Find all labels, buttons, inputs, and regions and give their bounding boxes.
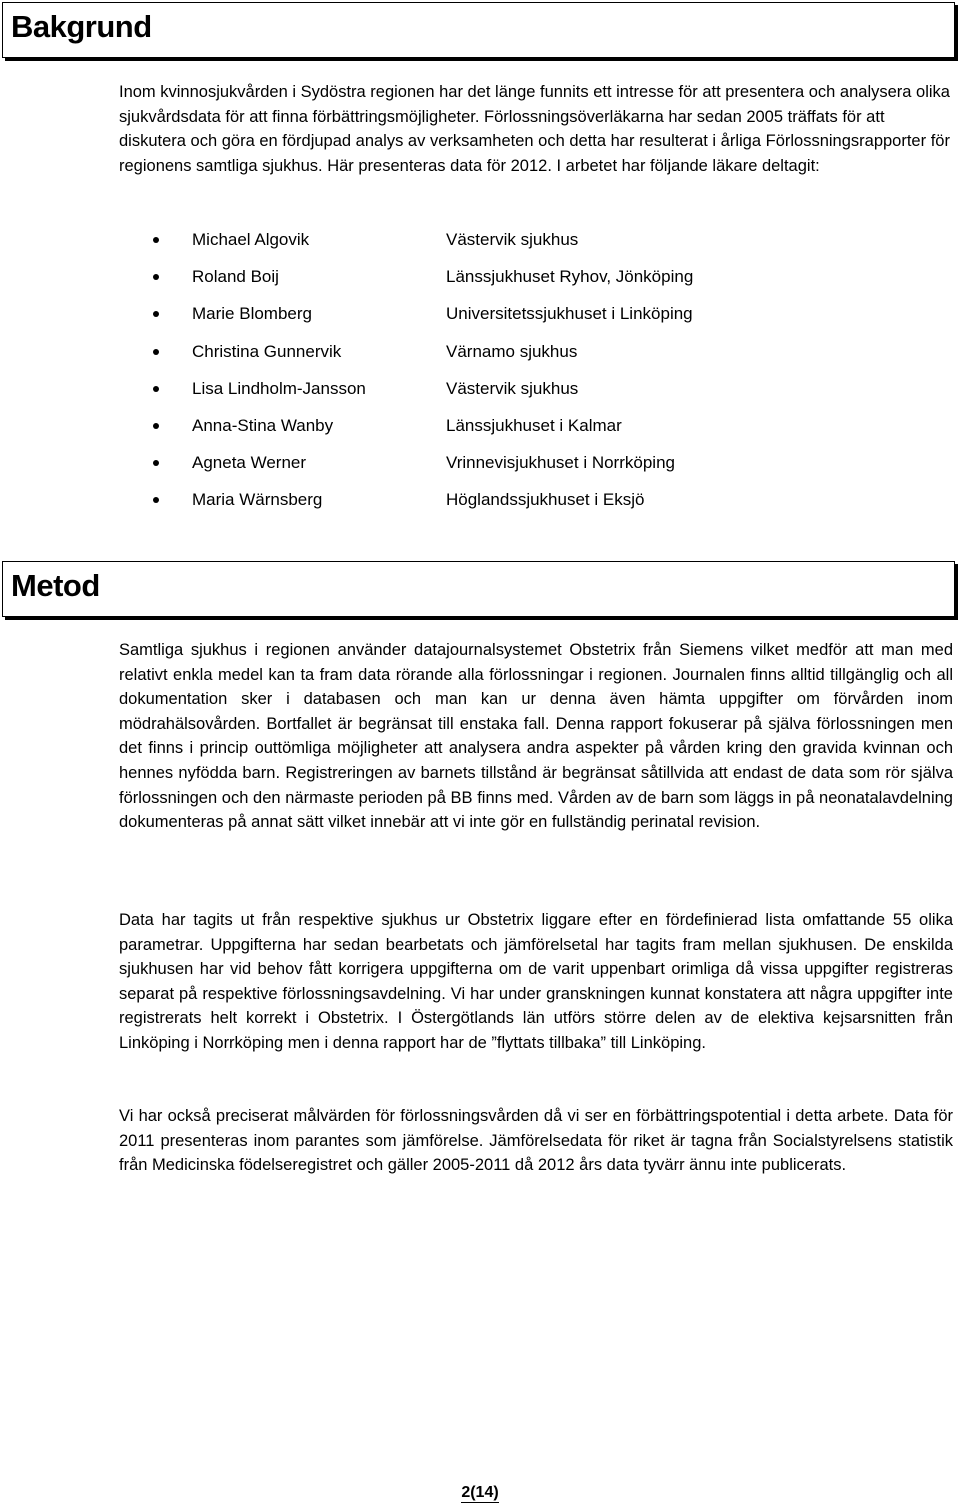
heading-text: Metod: [11, 568, 100, 603]
background-paragraph: Inom kvinnosjukvården i Sydöstra regionen har det länge funnits ett intresse för att presentera och analysera olika sjukvårdsdata för att finna förbättringsmöjligheter. Förlossningsöverläkarna har sedan 2005 träffats för att diskutera och göra en fördjupad analys av verksamheten och detta har resulterat i årliga Förlossningsrapporter för regionens samtliga sjukhus. Här presenteras data för 2012. I arbetet har följande läkare deltagit:: [119, 83, 950, 175]
doctor-name: Maria Wärnsberg: [192, 490, 323, 510]
doctor-name: Lisa Lindholm-Jansson: [192, 378, 366, 398]
method-paragraph-2: Data har tagits ut från respektive sjukhus ur Obstetrix liggare efter en fördefinierad lista omfattande 55 olika parametrar. Uppgifterna har sedan bearbetats och jämförelsetal har tagits fram mellan sjukhusen. De enskilda sjukhusen har vid behov fått korrigera uppgifterna om de varit uppenbart orimliga då vissa uppgifter registreras separat på respektive förlossningsavdelning. Vi har under granskningen kunnat konstatera att några uppgifter inte registrerats helt korrekt i Obstetrix. I Östergötlands län utförs större delen av de elektiva kejsarsnitten från Linköping i Norrköping men i denna rapport har de ”flyttats tillbaka” till Linköping.: [119, 911, 953, 1052]
doctor-hospital: Vrinnevisjukhuset i Norrköping: [446, 453, 675, 473]
bullet-icon: [153, 423, 159, 429]
doctor-name: Roland Boij: [192, 267, 279, 287]
bullet-icon: [153, 349, 159, 355]
section-heading-method: [2, 561, 955, 617]
doctor-hospital: Västervik sjukhus: [446, 378, 579, 398]
doctor-name: Christina Gunnervik: [192, 341, 342, 361]
page-number-text: 2(14): [461, 1484, 499, 1501]
doctor-hospital: Höglandssjukhuset i Eksjö: [446, 490, 645, 510]
bullet-icon: [153, 237, 159, 243]
doctor-name: Marie Blomberg: [192, 304, 312, 324]
method-paragraph-1: Samtliga sjukhus i regionen använder datajournalsystemet Obstetrix från Siemens vilket medför att man med relativt enkla medel kan ta fram data rörande alla förlossningar i regionen. Journalen finns alltid tillgänglig och all dokumentation sker i databasen och man kan ur denna även hämta uppgifter om förvården inom mödrahälsovården. Bortfallet är begränsat till enstaka fall. Denna rapport fokuserar på själva förlossningen men det finns i princip outtömliga möjligheter att analysera andra aspekter på vården kring den gravida kvinnan och hennes nyfödda barn. Registreringen av barnets tillstånd är begränsat såtillvida att endast de data som rör själva förlossningen och den närmaste perioden på BB finns med. Vården av de barn som läggs in på neonatalavdelning dokumenteras på annat sätt vilket innebär att vi inte gör en fullständig perinatal revision.: [119, 641, 953, 832]
doctor-hospital: Värnamo sjukhus: [446, 341, 578, 361]
bullet-icon: [153, 460, 159, 466]
doctor-name: Agneta Werner: [192, 453, 307, 473]
doctor-name: Michael Algovik: [192, 230, 310, 249]
doctor-hospital: Universitetssjukhuset i Linköping: [446, 304, 693, 324]
method-paragraph-3: Vi har också preciserat målvärden för förlossningsvården då vi ser en förbättringspotential i detta arbete. Data för 2011 presenteras inom parantes som jämförelse. Jämförelsedata för riket är tagna från Socialstyrelsens statistik från Medicinska födelseregistret och gäller 2005-2011 då 2012 års data tyvärr ännu inte publicerats.: [119, 1107, 953, 1175]
bullet-icon: [153, 497, 159, 503]
heading-text: Bakgrund: [11, 9, 152, 44]
page-number: [0, 1484, 960, 1502]
section-heading-background: [2, 2, 955, 58]
doctor-hospital: Länssjukhuset i Kalmar: [446, 415, 622, 435]
bullet-icon: [153, 311, 159, 317]
doctor-name: Anna-Stina Wanby: [192, 415, 334, 435]
bullet-icon: [153, 274, 159, 280]
doctor-hospital: Västervik sjukhus: [446, 230, 579, 249]
bullet-icon: [153, 386, 159, 392]
doctor-hospital: Länssjukhuset Ryhov, Jönköping: [446, 267, 694, 287]
